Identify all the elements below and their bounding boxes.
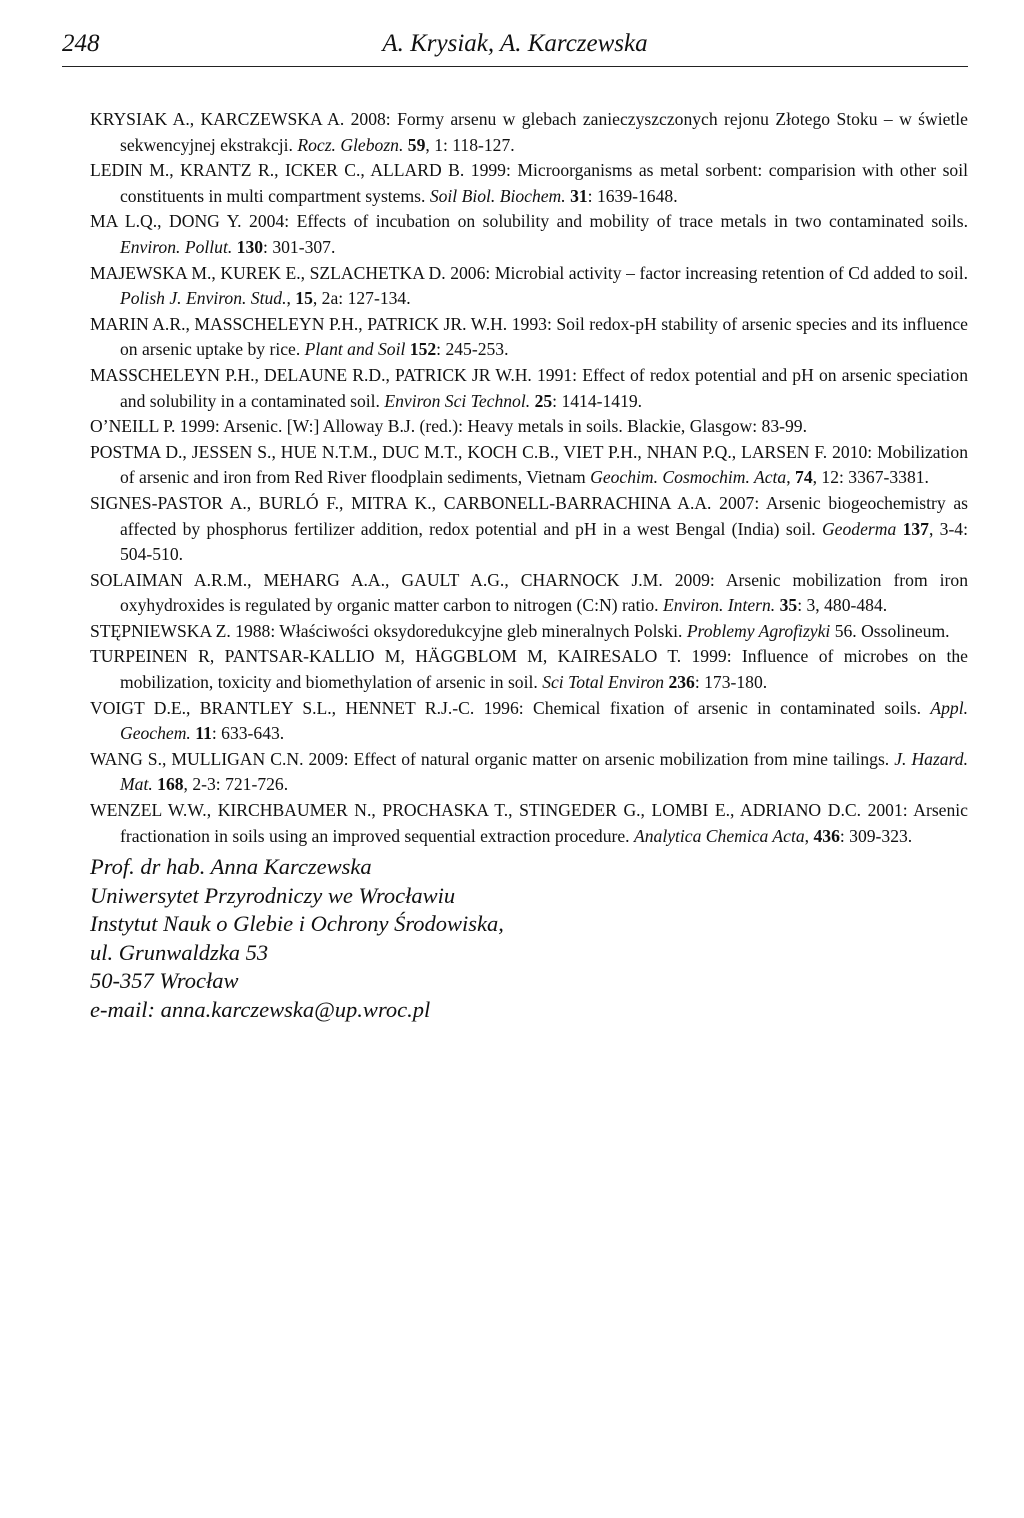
- reference-journal: Analytica Chemica Acta: [633, 825, 805, 846]
- reference-text: : 301-307.: [263, 236, 336, 257]
- reference-entry: [90, 158, 968, 209]
- reference-text: ,: [286, 288, 296, 309]
- reference-text: : 3, 480-484.: [797, 595, 888, 616]
- reference-entry: [90, 261, 968, 312]
- author-city: 50-357 Wrocław: [90, 968, 239, 993]
- reference-text: MA L.Q., DONG Y. 2004: Effects of incubation on solubility and mobility of trace metals in two contaminated soils.: [90, 211, 968, 232]
- reference-volume: 11: [195, 723, 212, 744]
- reference-entry: [90, 363, 968, 414]
- author-institute: Instytut Nauk o Glebie i Ochrony Środowiska,: [90, 911, 504, 936]
- reference-text: : 245-253.: [436, 339, 509, 360]
- reference-text: KRYSIAK A., KARCZEWSKA A. 2008: Formy arsenu w glebach zanieczyszczonych rejonu Złotego Stoku – w świetle sekwencyjnej ekstrakcji.: [90, 109, 968, 155]
- reference-volume: 15: [295, 288, 313, 309]
- reference-entry: [90, 568, 968, 619]
- reference-text: TURPEINEN R, PANTSAR-KALLIO M, HÄGGBLOM M, KAIRESALO T. 1999: Influence of microbes on the mobilization, toxicity and biomethylation of arsenic in soil.: [90, 646, 968, 693]
- reference-entry: [90, 209, 968, 260]
- reference-journal: Sci Total Environ: [542, 672, 665, 693]
- author-street: ul. Grunwaldzka 53: [90, 939, 269, 965]
- reference-journal: Environ Sci Technol.: [384, 390, 531, 411]
- reference-text: ,: [786, 467, 796, 488]
- reference-text: : 309-323.: [839, 825, 913, 846]
- reference-volume: 25: [534, 390, 553, 411]
- reference-journal: Appl. Geochem.: [120, 697, 968, 744]
- reference-journal: J. Hazard. Mat.: [120, 748, 968, 795]
- page-header: [62, 30, 968, 67]
- reference-entry: [90, 491, 968, 568]
- reference-text: SIGNES-PASTOR A., BURLÓ F., MITRA K., CARBONELL-BARRACHINA A.A. 2007: Arsenic biogeochemistry as affected by phosphorus fertilizer addition, redox potential and pH in a west Bengal (India) soil.: [90, 492, 968, 539]
- reference-volume: 74: [795, 467, 813, 488]
- reference-volume: 31: [570, 185, 588, 206]
- reference-text: VOIGT D.E., BRANTLEY S.L., HENNET R.J.-C. 1996: Chemical fixation of arsenic in contaminated soils.: [90, 697, 931, 718]
- reference-journal: Polish J. Environ. Stud.: [120, 288, 287, 309]
- reference-entry: [90, 619, 968, 645]
- reference-text: MAJEWSKA M., KUREK E., SZLACHETKA D. 2006: Microbial activity – factor increasing retention of Cd added to soil.: [90, 262, 968, 283]
- reference-volume: 168: [157, 774, 184, 795]
- reference-entry: [90, 747, 968, 798]
- reference-text: : 633-643.: [211, 723, 285, 744]
- reference-text: 56. Ossolineum.: [830, 620, 950, 641]
- author-email: e-mail: anna.karczewska@up.wroc.pl: [90, 996, 431, 1022]
- reference-journal: Environ. Pollut.: [120, 236, 233, 257]
- reference-journal: Soil Biol. Biochem.: [429, 185, 566, 206]
- reference-journal: Rocz. Glebozn.: [297, 134, 404, 155]
- reference-text: , 12: 3367-3381.: [812, 467, 929, 488]
- reference-text: WENZEL W.W., KIRCHBAUMER N., PROCHASKA T., STINGEDER G., LOMBI E., ADRIANO D.C. 2001: Arsenic fractionation in soils using an improved sequential extraction procedure.: [90, 800, 968, 846]
- reference-text: : 1414-1419.: [552, 390, 643, 411]
- reference-volume: 236: [668, 672, 695, 693]
- reference-text: O’NEILL P. 1999: Arsenic. [W:] Alloway B.J. (red.): Heavy metals in soils. Blackie, Glasgow: 83-99.: [90, 416, 807, 437]
- reference-text: ,: [804, 825, 814, 846]
- reference-text: SOLAIMAN A.R.M., MEHARG A.A., GAULT A.G., CHARNOCK J.M. 2009: Arsenic mobilization from iron oxyhydroxides is regulated by organic matter carbon to nitrogen (C:N) ratio.: [90, 569, 968, 616]
- reference-journal: Plant and Soil: [304, 339, 406, 360]
- reference-list: [90, 107, 968, 849]
- author-address: [90, 853, 790, 1024]
- reference-volume: 137: [902, 518, 929, 539]
- reference-text: WANG S., MULLIGAN C.N. 2009: Effect of natural organic matter on arsenic mobilization from mine tailings.: [90, 748, 895, 769]
- reference-journal: Geochim. Cosmochim. Acta: [590, 467, 787, 488]
- reference-volume: 130: [236, 236, 264, 257]
- reference-text: MASSCHELEYN P.H., DELAUNE R.D., PATRICK JR W.H. 1991: Effect of redox potential and pH on arsenic speciation and solubility in a contaminated soil.: [90, 364, 968, 411]
- reference-volume: 35: [779, 595, 798, 616]
- author-university: Uniwersytet Przyrodniczy we Wrocławiu: [90, 882, 456, 908]
- reference-entry: [90, 312, 968, 363]
- reference-text: LEDIN M., KRANTZ R., ICKER C., ALLARD B. 1999: Microorganisms as metal sorbent: comparision with other soil constituents in multi compartment systems.: [90, 160, 968, 206]
- reference-text: POSTMA D., JESSEN S., HUE N.T.M., DUC M.T., KOCH C.B., VIET P.H., NHAN P.Q., LARSEN F. 2010: Mobilization of arsenic and iron from Red River floodplain sediments, Vietnam: [90, 441, 968, 488]
- reference-journal: Geoderma: [821, 518, 897, 539]
- reference-entry: [90, 107, 968, 158]
- reference-text: : 1639-1648.: [587, 185, 678, 206]
- reference-text: STĘPNIEWSKA Z. 1988: Właściwości oksydoredukcyjne gleb mineralnych Polski.: [90, 620, 687, 641]
- reference-entry: [90, 696, 968, 747]
- reference-text: MARIN A.R., MASSCHELEYN P.H., PATRICK JR. W.H. 1993: Soil redox-pH stability of arsenic species and its influence on arsenic uptake by rice.: [90, 313, 968, 360]
- reference-text: , 2-3: 721-726.: [183, 774, 289, 795]
- reference-journal: Environ. Intern.: [662, 595, 776, 616]
- reference-text: : 173-180.: [694, 672, 768, 693]
- reference-volume: 436: [813, 825, 840, 846]
- reference-text: , 2a: 127-134.: [312, 288, 411, 309]
- reference-volume: 152: [409, 339, 437, 360]
- page-number: 248: [62, 30, 100, 57]
- reference-entry: [90, 414, 968, 440]
- reference-text: , 1: 118-127.: [425, 134, 515, 155]
- reference-entry: [90, 798, 968, 849]
- reference-volume: 59: [407, 134, 426, 155]
- reference-entry: [90, 644, 968, 695]
- reference-entry: [90, 440, 968, 491]
- reference-journal: Problemy Agrofizyki: [686, 620, 831, 641]
- running-head: A. Krysiak, A. Karczewska: [382, 30, 648, 57]
- reference-text: , 3-4: 504-510.: [120, 518, 968, 565]
- author-name: Prof. dr hab. Anna Karczewska: [90, 854, 372, 879]
